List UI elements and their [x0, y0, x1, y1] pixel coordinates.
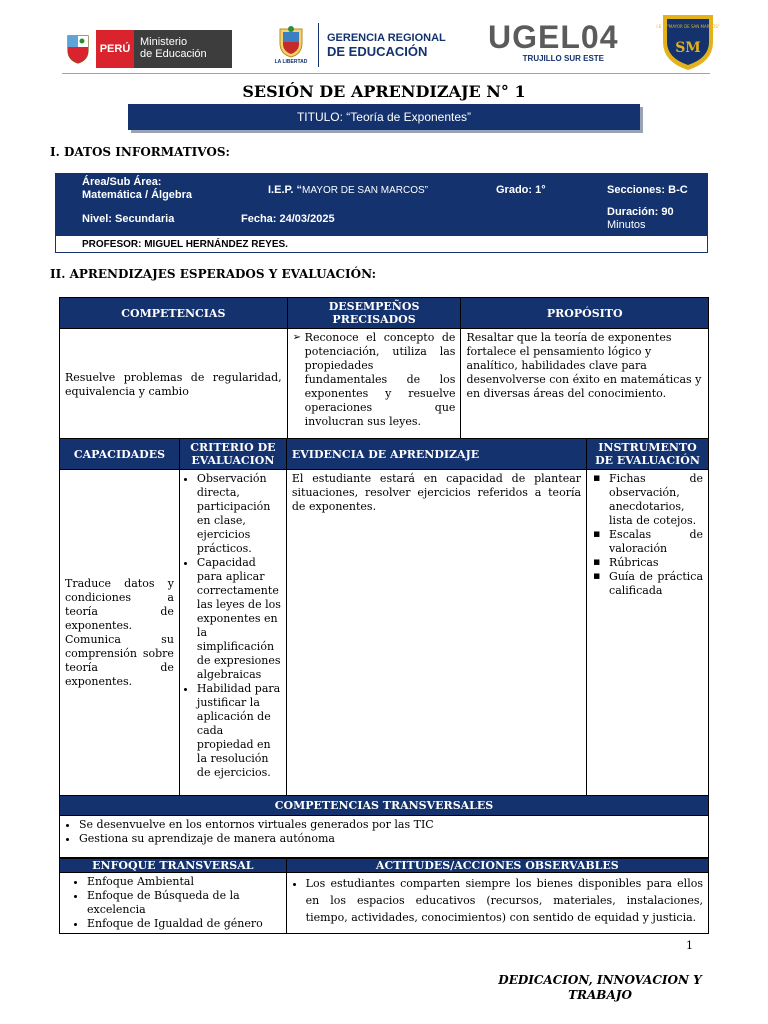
- gre-text: [327, 31, 446, 59]
- header-competencias-transversales: COMPETENCIAS TRANSVERSALES: [60, 796, 709, 816]
- instrumento-list: [589, 472, 703, 598]
- gerencia-regional-logo: [272, 22, 454, 68]
- header-competencias: COMPETENCIAS: [60, 298, 288, 329]
- datos-informativos-box: [55, 173, 708, 253]
- grade-field: Grado: 1°: [496, 184, 546, 196]
- ministry-label: [134, 30, 232, 68]
- enfoques-cell: [60, 873, 287, 934]
- motto-line2: TRABAJO: [568, 988, 632, 1002]
- section-heading-datos: I. DATOS INFORMATIVOS:: [50, 145, 230, 159]
- header-proposito: PROPÓSITO: [461, 298, 709, 329]
- instrumento-item: ▪ Guía de práctica calificada: [589, 570, 703, 598]
- header-divider: [62, 73, 710, 74]
- criterio-cell: [179, 470, 286, 796]
- la-libertad-crest-icon: [272, 25, 310, 65]
- motto-line1: DEDICACION, INNOVACION Y: [498, 973, 702, 987]
- criterio-item: • Observación directa, participación en clase, ejercicios prácticos.: [197, 472, 283, 556]
- ministry-line2: de Educación: [140, 48, 207, 60]
- header-instrumento: INSTRUMENTO DE EVALUACIÓN: [587, 439, 709, 470]
- ugel-name: UGEL04: [488, 19, 619, 55]
- instrumento-item: ▪ Escalas de valoración: [589, 528, 703, 556]
- school-motto: [490, 973, 710, 1003]
- header-capacidades: CAPACIDADES: [60, 439, 180, 470]
- ministry-line1: Ministerio: [140, 36, 188, 48]
- transversales-cell: [60, 816, 709, 858]
- gre-line2: DE EDUCACIÓN: [327, 44, 428, 59]
- area-value: Matemática / Álgebra: [82, 189, 193, 201]
- date-field: Fecha: 24/03/2025: [241, 213, 335, 225]
- competencias-table: [59, 297, 709, 441]
- san-marcos-crest-icon: [656, 12, 720, 72]
- crest-initials: SM: [675, 40, 701, 56]
- transversal-item: • Se desenvuelve en los entornos virtuales generados por las TIC: [79, 818, 703, 832]
- header-enfoque: ENFOQUE TRANSVERSAL: [60, 859, 287, 873]
- transversales-list: [65, 818, 703, 846]
- enfoques-list: [65, 875, 281, 931]
- actitudes-list: [292, 875, 703, 926]
- criterio-item: • Capacidad para aplicar correctamente las leyes de los exponentes en la simplificación de expresiones algebraicas: [197, 556, 283, 682]
- actitudes-cell: [286, 873, 708, 934]
- header-desempenos: DESEMPEÑOS PRECISADOS: [287, 298, 461, 329]
- evidencia-cell: El estudiante estará en capacidad de plantear situaciones, resolver ejercicios referidos a teoría de exponentes.: [286, 470, 586, 796]
- peru-shield-icon: [60, 30, 96, 68]
- sections-field: Secciones: B-C: [607, 184, 688, 196]
- area-label: Área/Sub Área:: [82, 176, 162, 188]
- criterio-list: [183, 472, 283, 780]
- enfoque-transversal-table: [59, 858, 709, 934]
- desempeno-list: [293, 331, 456, 429]
- instrumento-cell: [587, 470, 709, 796]
- duration-field: [607, 206, 674, 232]
- desempeno-cell: [287, 329, 461, 441]
- session-title-bar: [128, 104, 640, 130]
- gre-divider: [318, 23, 319, 67]
- transversal-item: • Gestiona su aprendizaje de manera autónoma: [79, 832, 703, 846]
- enfoque-item: • Enfoque de Búsqueda de la excelencia: [87, 889, 281, 917]
- iep-field: [268, 184, 428, 197]
- document-title: SESIÓN DE APRENDIZAJE N° 1: [242, 82, 526, 101]
- header-actitudes: ACTITUDES/ACCIONES OBSERVABLES: [286, 859, 708, 873]
- enfoque-item: • Enfoque de Igualdad de género: [87, 917, 281, 931]
- actitud-item: • Los estudiantes comparten siempre los bienes disponibles para ellos en los espacios educativos (recursos, materiales, instalaciones, tiempo, actividades, conocimientos) con sentido de equidad y justicia.: [306, 875, 703, 926]
- instrumento-item: ▪ Fichas de observación, anecdotarios, lista de cotejos.: [589, 472, 703, 528]
- gre-line1: GERENCIA REGIONAL: [327, 32, 446, 44]
- capacidades-cell: Traduce datos y condiciones a teoría de exponentes. Comunica su comprensión sobre teoría de exponentes.: [60, 470, 180, 796]
- competencia-cell: Resuelve problemas de regularidad, equivalencia y cambio: [60, 329, 288, 441]
- capacidades-table: [59, 438, 709, 796]
- duration-unit: Minutos: [607, 219, 646, 231]
- competencias-transversales-table: [59, 795, 709, 858]
- ugel-logo: [488, 20, 618, 64]
- section-heading-aprendizajes: II. APRENDIZAJES ESPERADOS Y EVALUACIÓN:: [50, 267, 377, 281]
- area-field: [82, 176, 192, 202]
- iep-label: I.E.P. “: [268, 184, 303, 196]
- peru-label: PERÚ: [96, 30, 134, 68]
- teacher-field: PROFESOR: MIGUEL HERNÁNDEZ REYES.: [82, 239, 288, 250]
- crest-top-text: I.E.P. "MAYOR DE SAN MARCOS": [656, 24, 720, 29]
- ugel-sub: TRUJILLO SUR ESTE: [522, 54, 604, 63]
- proposito-cell: Resaltar que la teoría de exponentes fortalece el pensamiento lógico y analítico, habilidades clave para desenvolverse con éxito en matemáticas y en diversas áreas del conocimiento.: [461, 329, 709, 441]
- crest-caption: LA LIBERTAD: [274, 59, 308, 65]
- enfoque-item: • Enfoque Ambiental: [87, 875, 281, 889]
- session-title: TITULO: “Teoría de Exponentes”: [296, 110, 472, 124]
- page-number: 1: [686, 939, 693, 952]
- iep-name: MAYOR DE SAN MARCOS”: [302, 185, 428, 196]
- level-field: Nivel: Secundaria: [82, 213, 175, 225]
- criterio-item: • Habilidad para justificar la aplicación de cada propiedad en la resolución de ejercicios.: [197, 682, 283, 780]
- header-evidencia: EVIDENCIA DE APRENDIZAJE: [286, 439, 586, 470]
- peru-minedu-logo: [60, 30, 232, 68]
- header-criterio: CRITERIO DE EVALUACION: [179, 439, 286, 470]
- instrumento-item: ▪ Rúbricas: [589, 556, 703, 570]
- desempeno-item: ➢ Reconoce el concepto de potenciación, utiliza las propiedades fundamentales de los exponentes y resuelve operaciones que involucran sus leyes.: [293, 331, 456, 429]
- duration-value: Duración: 90: [607, 206, 674, 218]
